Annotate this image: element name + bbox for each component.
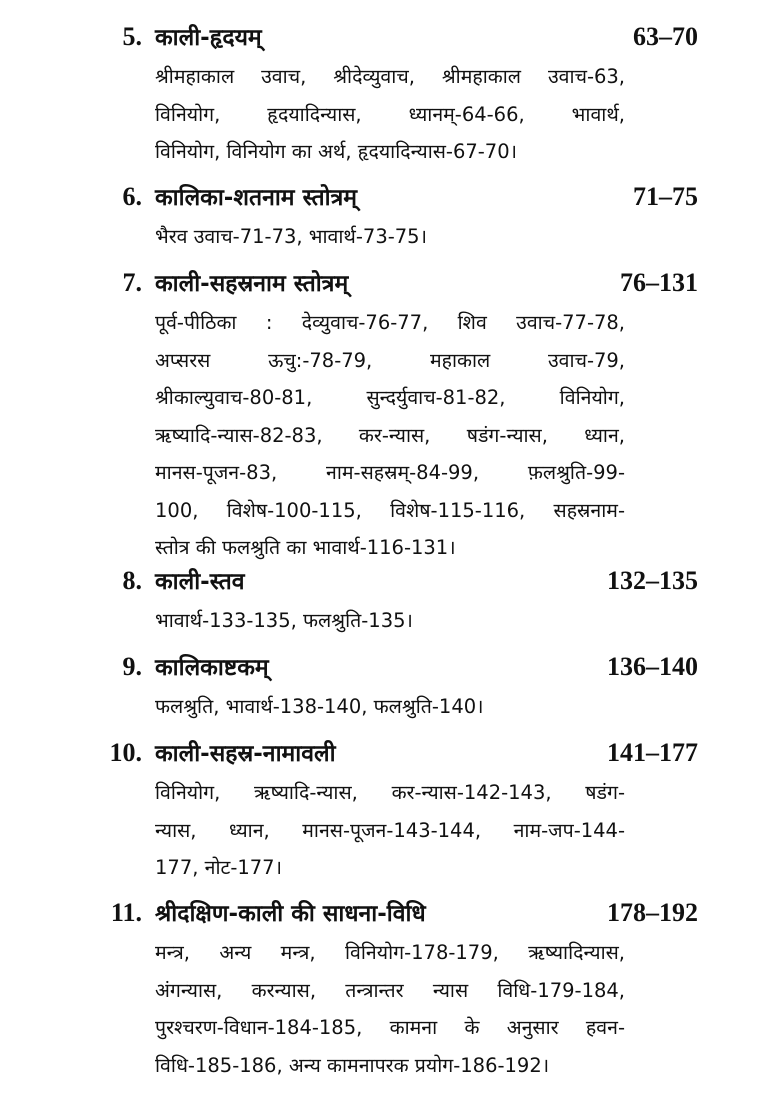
entry-description <box>0 304 625 567</box>
description-line: पुरश्चरण-विधान-184-185, कामना के अनुसार हवन- <box>155 1016 625 1039</box>
entry-heading <box>0 18 780 58</box>
entry-description <box>0 688 625 726</box>
entry-title: कालिका-शतनाम स्तोत्रम् <box>155 185 358 211</box>
entry-number: 9. <box>122 652 142 681</box>
entry-number: 7. <box>122 268 142 297</box>
entry-title: काली-सहस्र-नामावली <box>155 741 336 767</box>
description-line: विनियोग, हृदयादिन्यास, ध्यानम्-64-66, भावार्थ, <box>155 102 625 126</box>
entry-page-range: 71–75 <box>633 182 698 211</box>
toc-entry-10 <box>0 734 780 887</box>
description-line: विधि-185-186, अन्य कामनापरक प्रयोग-186-192। <box>155 1053 550 1077</box>
description-line: मन्त्र, अन्य मन्त्र, विनियोग-178-179, ऋष्यादिन्यास, <box>155 941 625 964</box>
entry-heading <box>0 648 780 688</box>
description-line: स्तोत्र की फलश्रुति का भावार्थ-116-131। <box>155 536 456 559</box>
entry-description <box>0 218 625 256</box>
entry-page-range: 76–131 <box>620 268 698 297</box>
entry-page-range: 132–135 <box>607 566 698 595</box>
entry-heading <box>0 734 780 774</box>
description-line: मानस-पूजन-83, नाम-सहस्रम्-84-99, फ़लश्रुति-99- <box>155 461 625 484</box>
description-line: पूर्व-पीठिका : देव्युवाच-76-77, शिव उवाच-77-78, <box>155 311 625 334</box>
toc-entry-11 <box>0 894 780 1084</box>
entry-description <box>0 934 625 1084</box>
entry-title: काली-हृदयम् <box>155 25 262 51</box>
entry-description <box>0 58 625 171</box>
entry-title: श्रीदक्षिण-काली की साधना-विधि <box>155 901 426 927</box>
entry-number: 8. <box>122 566 142 595</box>
toc-entry-8 <box>0 562 780 640</box>
entry-number: 5. <box>122 22 142 51</box>
toc-entry-5 <box>0 18 780 171</box>
description-line: अंगन्यास, करन्यास, तन्त्रान्तर न्यास विधि-179-184, <box>155 978 625 1002</box>
entry-page-range: 63–70 <box>633 22 698 51</box>
description-line: श्रीमहाकाल उवाच, श्रीदेव्युवाच, श्रीमहाकाल उवाच-63, <box>155 65 625 88</box>
description-line: भावार्थ-133-135, फलश्रुति-135। <box>155 609 413 632</box>
toc-entry-7 <box>0 264 780 567</box>
entry-heading <box>0 264 780 304</box>
entry-title: काली-स्तव <box>155 569 245 595</box>
description-line: विनियोग, ऋष्यादि-न्यास, कर-न्यास-142-143, षडंग- <box>155 781 625 804</box>
entry-page-range: 178–192 <box>607 898 698 927</box>
entry-heading <box>0 178 780 218</box>
entry-description <box>0 602 625 640</box>
entry-page-range: 136–140 <box>607 652 698 681</box>
entry-heading <box>0 562 780 602</box>
description-line: अप्सरस ऊचु:-78-79, महाकाल उवाच-79, <box>155 348 625 372</box>
entry-number: 6. <box>122 182 142 211</box>
entry-number: 10. <box>109 738 142 767</box>
entry-heading <box>0 894 780 934</box>
description-line: 177, नोट-177। <box>155 856 282 879</box>
toc-entry-9 <box>0 648 780 726</box>
entry-title: कालिकाष्टकम् <box>155 655 269 681</box>
description-line: श्रीकाल्युवाच-80-81, सुन्दर्युवाच-81-82, विनियोग, <box>155 386 625 409</box>
entry-number: 11. <box>110 898 142 927</box>
description-line: विनियोग, विनियोग का अर्थ, हृदयादिन्यास-67-70। <box>155 140 518 163</box>
description-line: 100, विशेष-100-115, विशेष-115-116, सहस्रनाम- <box>155 498 625 522</box>
toc-entry-6 <box>0 178 780 256</box>
description-line: भैरव उवाच-71-73, भावार्थ-73-75। <box>155 225 427 248</box>
description-line: फलश्रुति, भावार्थ-138-140, फलश्रुति-140। <box>155 695 484 718</box>
description-line: न्यास, ध्यान, मानस-पूजन-143-144, नाम-जप-144- <box>155 818 625 842</box>
entry-title: काली-सहस्रनाम स्तोत्रम् <box>155 271 349 297</box>
entry-page-range: 141–177 <box>607 738 698 767</box>
entry-description <box>0 774 625 887</box>
description-line: ऋष्यादि-न्यास-82-83, कर-न्यास, षडंग-न्यास, ध्यान, <box>155 423 625 447</box>
